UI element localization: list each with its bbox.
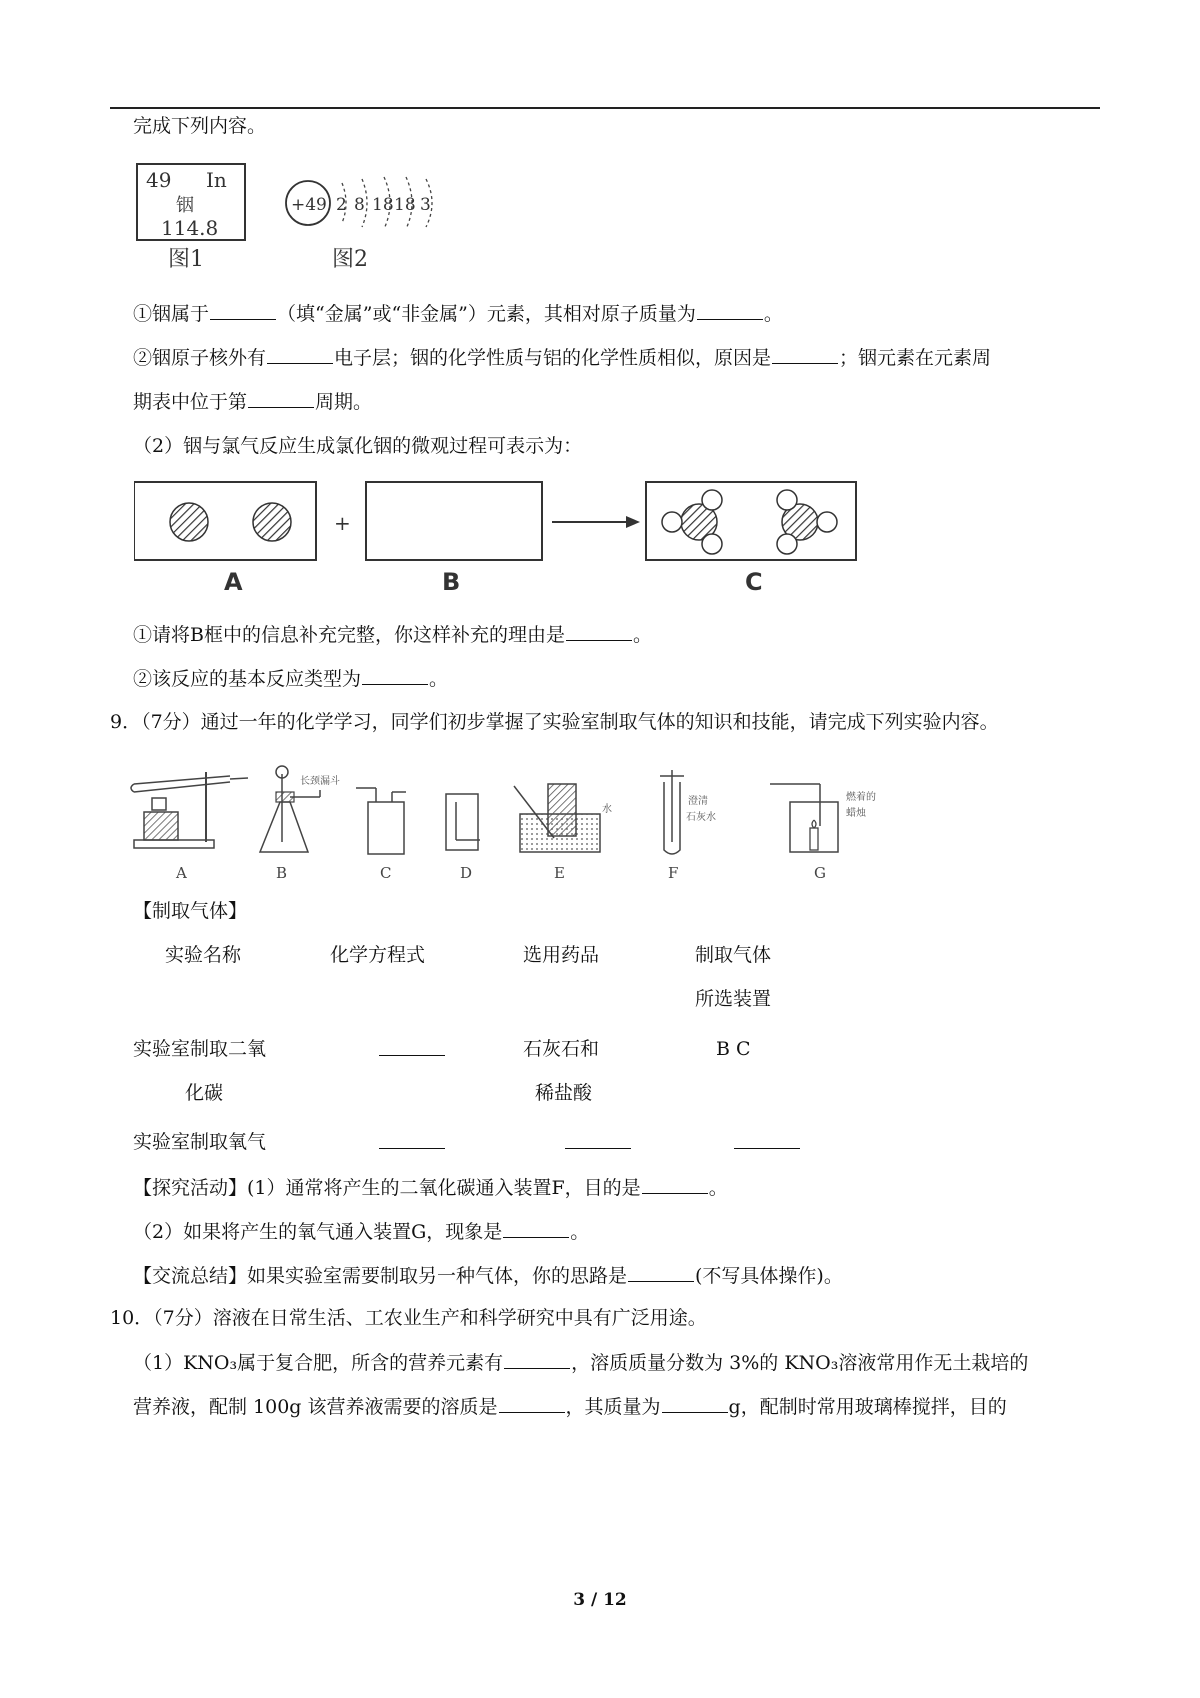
figure-1 — [136, 163, 246, 243]
summary-line — [133, 1263, 843, 1288]
figure-1-caption: 图1 — [168, 247, 204, 272]
punct: 。 — [632, 624, 652, 646]
atom-structure-diagram — [284, 165, 464, 245]
row2-drugs — [564, 1130, 632, 1155]
e-note: 水 — [602, 804, 612, 815]
apparatus-a — [131, 772, 248, 848]
header-rule — [110, 107, 1100, 109]
apparatus-svg — [130, 762, 910, 882]
label-b: B — [442, 568, 461, 596]
table-header-device-2: 所选装置 — [695, 988, 772, 1010]
q8-2-text: （2）铟与氯气反应生成氯化铟的微观过程可表示为： — [133, 435, 583, 457]
q8-1b-text: ②铟原子核外有 — [133, 347, 267, 369]
indium-atom-2 — [253, 503, 291, 541]
answer-blank[interactable] — [379, 1037, 445, 1056]
table-header-name: 实验名称 — [165, 944, 242, 966]
row2-equation — [378, 1130, 446, 1155]
punct: 。 — [429, 668, 449, 690]
q8-1a-text: ①铟属于 — [133, 303, 210, 325]
table-header-device: 制取气体 — [695, 944, 772, 966]
punct: 。 — [763, 303, 783, 325]
q8-1a-mid-text: （填“金属”或“非金属”）元素，其相对原子质量为 — [277, 303, 696, 325]
answer-blank[interactable] — [662, 1394, 728, 1413]
answer-blank[interactable] — [772, 345, 838, 364]
row1-drug-2: 稀盐酸 — [535, 1082, 593, 1104]
answer-blank[interactable] — [628, 1263, 694, 1282]
apparatus-b — [260, 766, 340, 852]
app-label-f: F — [668, 864, 679, 882]
apparatus-c — [356, 788, 406, 854]
q8-1b-end-text: ；铟元素在元素周 — [839, 347, 992, 369]
summary-end-text: (不写具体操作)。 — [695, 1265, 843, 1287]
app-label-e: E — [554, 864, 565, 882]
f-note-2: 石灰水 — [686, 812, 716, 823]
q8-1b2-line — [133, 389, 372, 414]
row1-device: B C — [716, 1038, 751, 1060]
answer-blank[interactable] — [734, 1130, 800, 1149]
q10-text: 10．（7分）溶液在日常生活、工农业生产和科学研究中具有广泛用途。 — [110, 1307, 707, 1329]
element-name: 铟 — [176, 195, 194, 216]
apparatus-e — [514, 784, 612, 852]
answer-blank[interactable] — [504, 1350, 570, 1369]
q8-1b-line — [133, 345, 991, 370]
shell-electrons-4: 18 — [394, 195, 416, 215]
punct: 。 — [570, 1221, 590, 1243]
answer-blank[interactable] — [210, 301, 276, 320]
nucleus-charge: +49 — [291, 195, 327, 215]
q10-1-line — [133, 1350, 1028, 1375]
label-c: C — [745, 568, 763, 596]
q10-2-line — [133, 1394, 1007, 1419]
q10-2-end-text: g，配制时常用玻璃棒搅拌，目的 — [728, 1396, 1007, 1418]
figure-2-caption: 图2 — [332, 247, 368, 272]
intro-text: 完成下列内容。 — [133, 115, 267, 137]
table-header-drugs: 选用药品 — [523, 944, 600, 966]
answer-blank[interactable] — [697, 301, 763, 320]
q9-text: 9．（7分）通过一年的化学学习，同学们初步掌握了实验室制取气体的知识和技能，请完成下列实验内容。 — [110, 711, 999, 733]
table-header-equation: 化学方程式 — [330, 944, 426, 966]
row1-name-1: 实验室制取二氧 — [133, 1038, 267, 1060]
shell-electrons-5: 3 — [420, 195, 431, 215]
answer-blank[interactable] — [566, 622, 632, 641]
row1-drug-1: 石灰石和 — [523, 1038, 600, 1060]
element-number: 49 — [146, 168, 172, 192]
element-symbol: In — [206, 168, 227, 192]
explore-1-line — [133, 1175, 728, 1200]
page-number: 3 / 12 — [573, 1590, 627, 1610]
answer-blank[interactable] — [565, 1130, 631, 1149]
b-note: 长颈漏斗 — [300, 776, 340, 787]
row1-equation — [378, 1037, 446, 1062]
apparatus-f — [660, 770, 716, 854]
q8-2a-text: ①请将B框中的信息补充完整，你这样补充的理由是 — [133, 624, 565, 646]
answer-blank[interactable] — [642, 1175, 708, 1194]
shell-electrons-2: 8 — [354, 195, 365, 215]
answer-blank[interactable] — [362, 666, 428, 685]
app-label-c: C — [380, 864, 392, 882]
f-note-1: 澄清 — [688, 796, 708, 807]
indium-atom-1 — [170, 503, 208, 541]
explore-2-line — [133, 1219, 589, 1244]
q10-2-mid-text: ，其质量为 — [565, 1396, 661, 1418]
section-prepare: 【制取气体】 — [133, 900, 248, 922]
label-a: A — [224, 568, 243, 596]
answer-blank[interactable] — [379, 1130, 445, 1149]
summary-text: 【交流总结】如果实验室需要制取另一种气体，你的思路是 — [133, 1265, 628, 1287]
apparatus-d — [446, 794, 480, 850]
explore-2-text: （2）如果将产生的氧气通入装置G，现象是 — [133, 1221, 503, 1243]
box-b — [366, 482, 542, 560]
app-label-a: A — [176, 864, 187, 882]
app-label-g: G — [814, 864, 826, 882]
q8-2b-text: ②该反应的基本反应类型为 — [133, 668, 362, 690]
q8-2a-line — [133, 622, 652, 647]
apparatus-g — [770, 784, 876, 852]
plus-sign: + — [334, 511, 351, 535]
row1-name-2: 化碳 — [185, 1082, 224, 1104]
shell-electrons-3: 18 — [372, 195, 394, 215]
app-label-b: B — [276, 864, 288, 882]
answer-blank[interactable] — [499, 1394, 565, 1413]
q8-2b-line — [133, 666, 448, 691]
app-label-d: D — [460, 864, 473, 882]
q8-1b-mid-text: 电子层；铟的化学性质与铝的化学性质相似，原因是 — [334, 347, 772, 369]
q8-1b2-end-text: 周期。 — [315, 391, 373, 413]
q10-1-text: （1）KNO₃属于复合肥，所含的营养元素有 — [133, 1352, 504, 1374]
apparatus-figure — [130, 762, 910, 882]
punct: 。 — [708, 1177, 728, 1199]
shell-electrons-1: 2 — [336, 195, 347, 215]
row2-name: 实验室制取氧气 — [133, 1131, 267, 1153]
g-note-1: 燃着的 — [846, 792, 876, 803]
row2-device — [733, 1130, 801, 1155]
answer-blank[interactable] — [267, 345, 333, 364]
q10-1-mid-text: ，溶质质量分数为 3%的 KNO₃溶液常用作无土栽培的 — [571, 1352, 1029, 1374]
answer-blank[interactable] — [248, 389, 314, 408]
explore-1-text: 【探究活动】(1）通常将产生的二氧化碳通入装置F，目的是 — [133, 1177, 641, 1199]
figure-2 — [284, 165, 464, 245]
answer-blank[interactable] — [503, 1219, 569, 1238]
g-note-2: 蜡烛 — [846, 808, 866, 819]
element-cell — [136, 163, 248, 245]
q10-2-text: 营养液，配制 100g 该营养液需要的溶质是 — [133, 1396, 498, 1418]
element-mass: 114.8 — [161, 216, 219, 240]
q8-1a-line — [133, 301, 783, 326]
q8-1b2-text: 期表中位于第 — [133, 391, 248, 413]
